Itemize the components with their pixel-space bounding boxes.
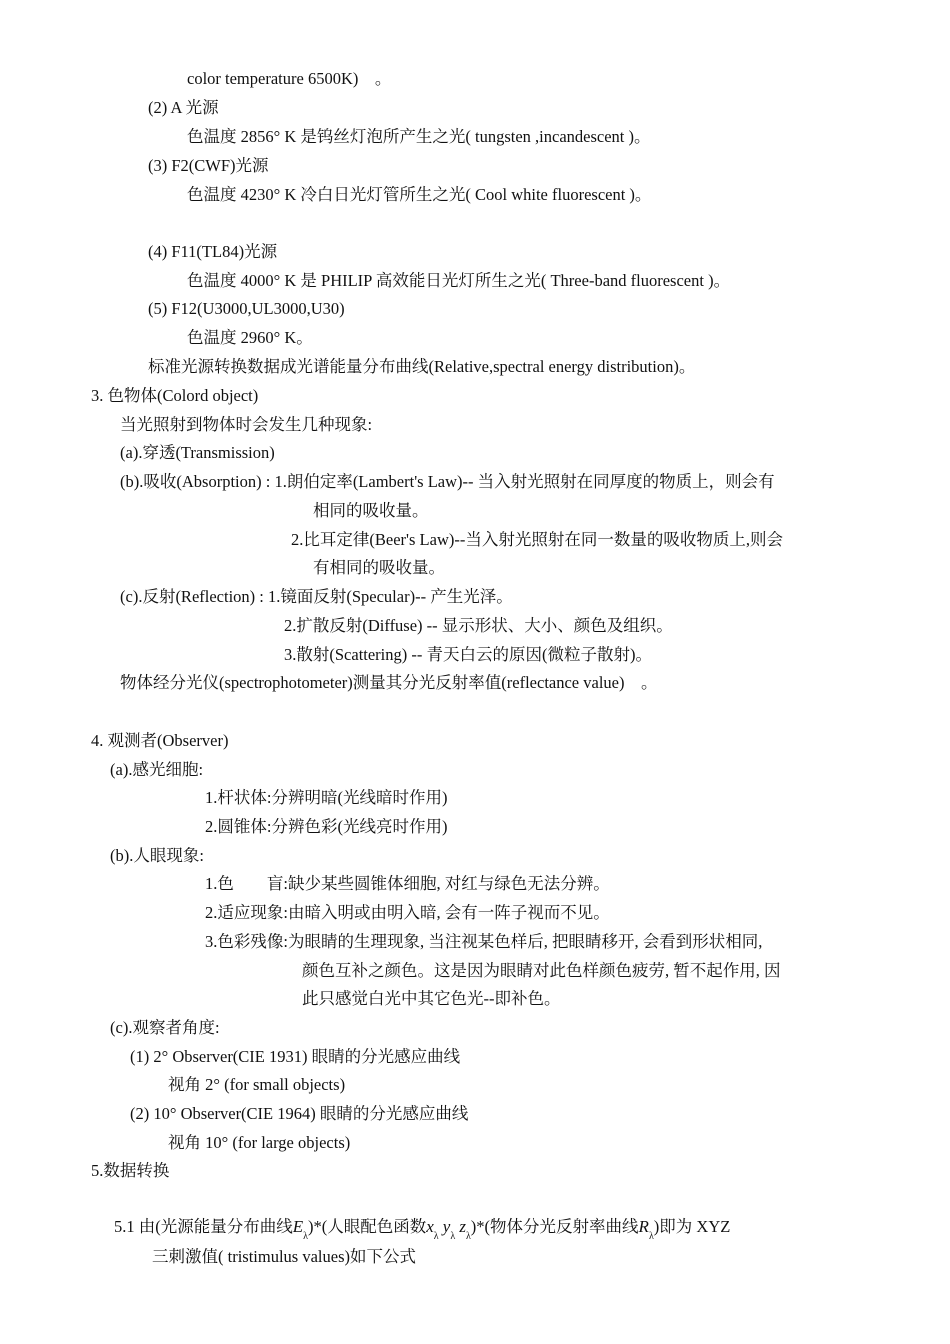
symbol-e: E	[292, 1217, 304, 1236]
list-item-f11-light-source: (4) F11(TL84)光源	[148, 242, 278, 261]
section-heading-observer: 4. 观测者(Observer)	[91, 731, 229, 750]
text-line: (b).吸收(Absorption) : 1.朗伯定率(Lambert's Law)-- 当入射光照射在同厚度的物质上，则会有	[120, 472, 775, 491]
text-line: (b).人眼现象:	[110, 846, 204, 865]
text-line: 相同的吸收量。	[313, 501, 429, 520]
symbol-lambda: λ	[465, 1231, 471, 1242]
section-heading-colored-object: 3. 色物体(Colord object)	[91, 386, 259, 405]
text-line: 1.色 盲:缺少某些圆锥体细胞, 对红与绿色无法分辨。	[205, 874, 610, 893]
text-line: 视角 2° (for small objects)	[168, 1075, 346, 1094]
text-line: 色温度 4230° K 冷白日光灯管所生之光( Cool white fluorescent )。	[187, 185, 652, 204]
text-line: (a).穿透(Transmission)	[120, 443, 275, 462]
text-line: 色温度 4000° K 是 PHILIP 高效能日光灯所生之光( Three-band fluorescent )。	[187, 271, 731, 290]
text-line: 三刺激值( tristimulus values)如下公式	[152, 1247, 416, 1266]
text-segment: )即为 XYZ	[653, 1217, 731, 1236]
text-line: 2.比耳定律(Beer's Law)--当入射光照射在同一数量的吸收物质上,则会	[291, 530, 783, 549]
text-line: (2) 10° Observer(CIE 1964) 眼睛的分光感应曲线	[130, 1104, 469, 1123]
text-line: (1) 2° Observer(CIE 1931) 眼睛的分光感应曲线	[130, 1047, 461, 1066]
text-segment: )*(人眼配色函数	[308, 1217, 427, 1236]
text-line: 色温度 2856° K 是钨丝灯泡所产生之光( tungsten ,incandescent )。	[187, 127, 651, 146]
symbol-lambda: λ	[303, 1231, 308, 1242]
text-line: color temperature 6500K) 。	[187, 69, 392, 88]
text-line: 2.扩散反射(Diffuse) -- 显示形状、大小、颜色及组织。	[284, 616, 673, 635]
text-segment: 5.1 由(光源能量分布曲线	[114, 1217, 293, 1236]
list-item-a-light-source: (2) A 光源	[148, 98, 219, 117]
text-line: 3.色彩残像:为眼睛的生理现象, 当注视某色样后, 把眼睛移开, 会看到形状相同,	[205, 932, 763, 951]
symbol-x: x	[426, 1217, 434, 1236]
formula-line	[114, 1216, 730, 1248]
text-line: 当光照射到物体时会发生几种现象:	[120, 415, 373, 434]
text-line: 物体经分光仪(spectrophotometer)测量其分光反射率值(reflectance value) 。	[120, 673, 658, 692]
text-line: 2.适应现象:由暗入明或由明入暗, 会有一阵子视而不见。	[205, 903, 610, 922]
symbol-r: R	[638, 1217, 649, 1236]
text-line: 视角 10° (for large objects)	[168, 1133, 351, 1152]
text-line: 此只感觉白光中其它色光--即补色。	[302, 989, 561, 1008]
text-line: 2.圆锥体:分辨色彩(光线亮时作用)	[205, 817, 448, 836]
list-item-f12-light-source: (5) F12(U3000,UL3000,U30)	[148, 299, 345, 318]
text-line: (c).反射(Reflection) : 1.镜面反射(Specular)-- 产生光泽。	[120, 587, 513, 606]
symbol-lambda: λ	[450, 1231, 456, 1242]
text-line: 标准光源转换数据成光谱能量分布曲线(Relative,spectral energy distribution)。	[148, 357, 696, 376]
text-line: 3.散射(Scattering) -- 青天白云的原因(微粒子散射)。	[284, 645, 652, 664]
text-line: (a).感光细胞:	[110, 760, 204, 779]
text-line: 有相同的吸收量。	[313, 558, 445, 577]
text-line: 颜色互补之颜色。这是因为眼睛对此色样颜色疲劳, 暂不起作用, 因	[302, 961, 781, 980]
symbol-z: z	[459, 1217, 466, 1236]
list-item-f2-light-source: (3) F2(CWF)光源	[148, 156, 269, 175]
section-heading-data-conversion: 5.数据转换	[91, 1161, 170, 1180]
symbol-lambda: λ	[433, 1231, 439, 1242]
text-line: 色温度 2960° K。	[187, 328, 313, 347]
text-segment: )*(物体分光反射率曲线	[470, 1217, 639, 1236]
symbol-y: y	[442, 1217, 451, 1236]
symbol-lambda: λ	[648, 1231, 654, 1242]
text-line: 1.杆状体:分辨明暗(光线暗时作用)	[205, 788, 448, 807]
text-line: (c).观察者角度:	[110, 1018, 220, 1037]
